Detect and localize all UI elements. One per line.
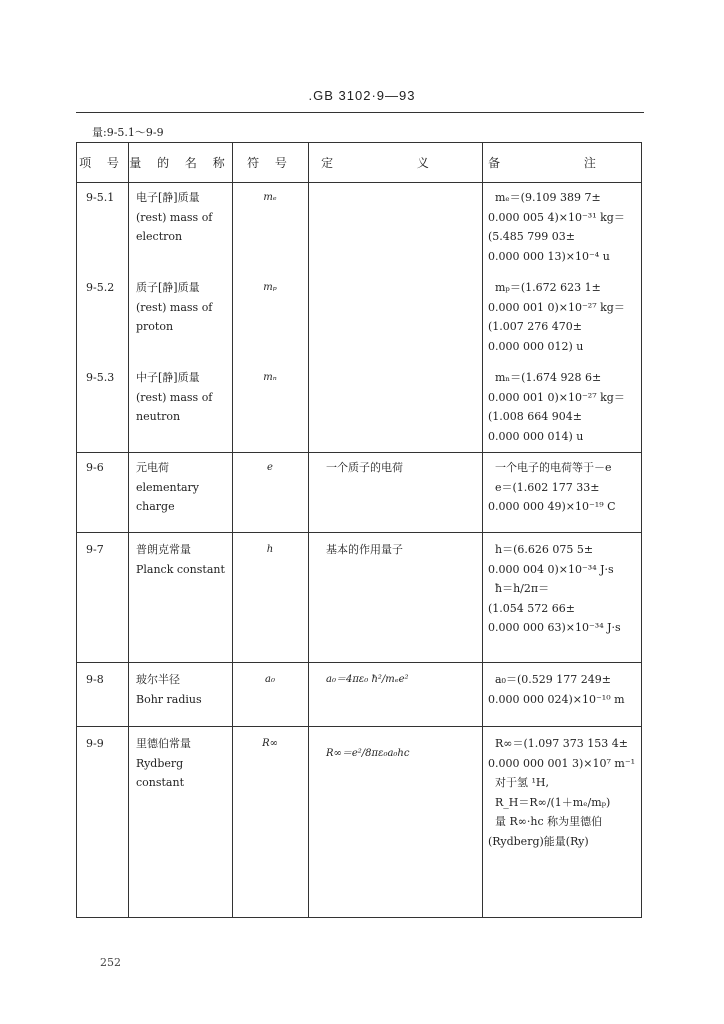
quantity-symbol: e bbox=[267, 462, 273, 473]
quantity-remarks: R∞＝(1.097 373 153 4± 0.000 000 001 3)×10⁷ m⁻¹ 对于氢 ¹H, R_H＝R∞/(1＋mₑ/mₚ) 量 R∞·hc 称为里德伯 (Rydberg)能量(Ry) bbox=[488, 737, 636, 848]
header-rule bbox=[76, 112, 644, 113]
quantity-symbol: mₚ bbox=[263, 282, 277, 293]
quantity-remarks: a₀＝(0.529 177 249± 0.000 000 024)×10⁻¹⁰ m bbox=[488, 673, 625, 706]
quantity-name: 普朗克常量 Planck constant bbox=[136, 543, 225, 576]
quantity-symbol: mₑ bbox=[263, 192, 277, 203]
quantity-symbol: a₀ bbox=[265, 674, 275, 685]
header-remarks: 备 注 bbox=[488, 155, 636, 170]
row-number: 9-9 bbox=[86, 737, 104, 750]
quantity-remarks: mₑ＝(9.109 389 7± 0.000 005 4)×10⁻³¹ kg＝ (5.485 799 03± 0.000 000 13)×10⁻⁴ u bbox=[488, 191, 625, 263]
column-divider bbox=[128, 142, 129, 918]
header-number: 项 号 bbox=[79, 155, 125, 170]
row-divider bbox=[76, 662, 642, 663]
quantity-name: 玻尔半径 Bohr radius bbox=[136, 673, 202, 706]
header-definition: 定 义 bbox=[321, 155, 469, 170]
header-symbol: 符 号 bbox=[247, 155, 293, 170]
section-label: 量:9-5.1～9-9 bbox=[92, 126, 164, 139]
column-divider bbox=[308, 142, 309, 918]
quantity-name: 电子[静]质量 (rest) mass of electron bbox=[136, 191, 213, 243]
quantity-remarks: mₚ＝(1.672 623 1± 0.000 001 0)×10⁻²⁷ kg＝ (1.007 276 470± 0.000 000 012) u bbox=[488, 281, 625, 353]
quantity-definition: a₀＝4πε₀ ħ²/mₑe² bbox=[326, 674, 409, 685]
row-number: 9-6 bbox=[86, 461, 104, 474]
quantity-name: 中子[静]质量 (rest) mass of neutron bbox=[136, 371, 213, 423]
page-number: 252 bbox=[100, 956, 121, 969]
quantity-symbol: h bbox=[266, 544, 274, 555]
quantity-symbol: mₙ bbox=[263, 372, 277, 383]
quantity-remarks: mₙ＝(1.674 928 6± 0.000 001 0)×10⁻²⁷ kg＝ (1.008 664 904± 0.000 000 014) u bbox=[488, 371, 625, 443]
row-number: 9-5.1 bbox=[86, 191, 115, 204]
header-name: 量 的 名 称 bbox=[129, 155, 231, 170]
quantity-name: 里德伯常量 Rydberg constant bbox=[136, 737, 191, 789]
quantity-name: 质子[静]质量 (rest) mass of proton bbox=[136, 281, 213, 333]
row-divider bbox=[76, 726, 642, 727]
row-number: 9-8 bbox=[86, 673, 104, 686]
quantity-name: 元电荷 elementary charge bbox=[136, 461, 200, 513]
column-divider bbox=[482, 142, 483, 918]
quantity-remarks: h＝(6.626 075 5± 0.000 004 0)×10⁻³⁴ J·s ħ＝h/2π＝ (1.054 572 66± 0.000 000 63)×10⁻³⁴ J·s bbox=[488, 543, 621, 634]
column-divider bbox=[232, 142, 233, 918]
quantity-remarks: 一个电子的电荷等于－e e＝(1.602 177 33± 0.000 000 49)×10⁻¹⁹ C bbox=[488, 461, 616, 513]
row-divider bbox=[76, 532, 642, 533]
document-header: .GB 3102·9—93 bbox=[308, 88, 416, 103]
quantity-definition: 基本的作用量子 bbox=[326, 543, 403, 556]
row-number: 9-5.2 bbox=[86, 281, 115, 294]
quantity-symbol: R∞ bbox=[262, 738, 278, 749]
row-number: 9-5.3 bbox=[86, 371, 115, 384]
row-divider bbox=[76, 452, 642, 453]
row-divider bbox=[76, 182, 642, 183]
quantity-definition: 一个质子的电荷 bbox=[326, 461, 403, 474]
row-number: 9-7 bbox=[86, 543, 104, 556]
quantity-definition: R∞＝e²/8πε₀a₀hc bbox=[326, 748, 410, 759]
